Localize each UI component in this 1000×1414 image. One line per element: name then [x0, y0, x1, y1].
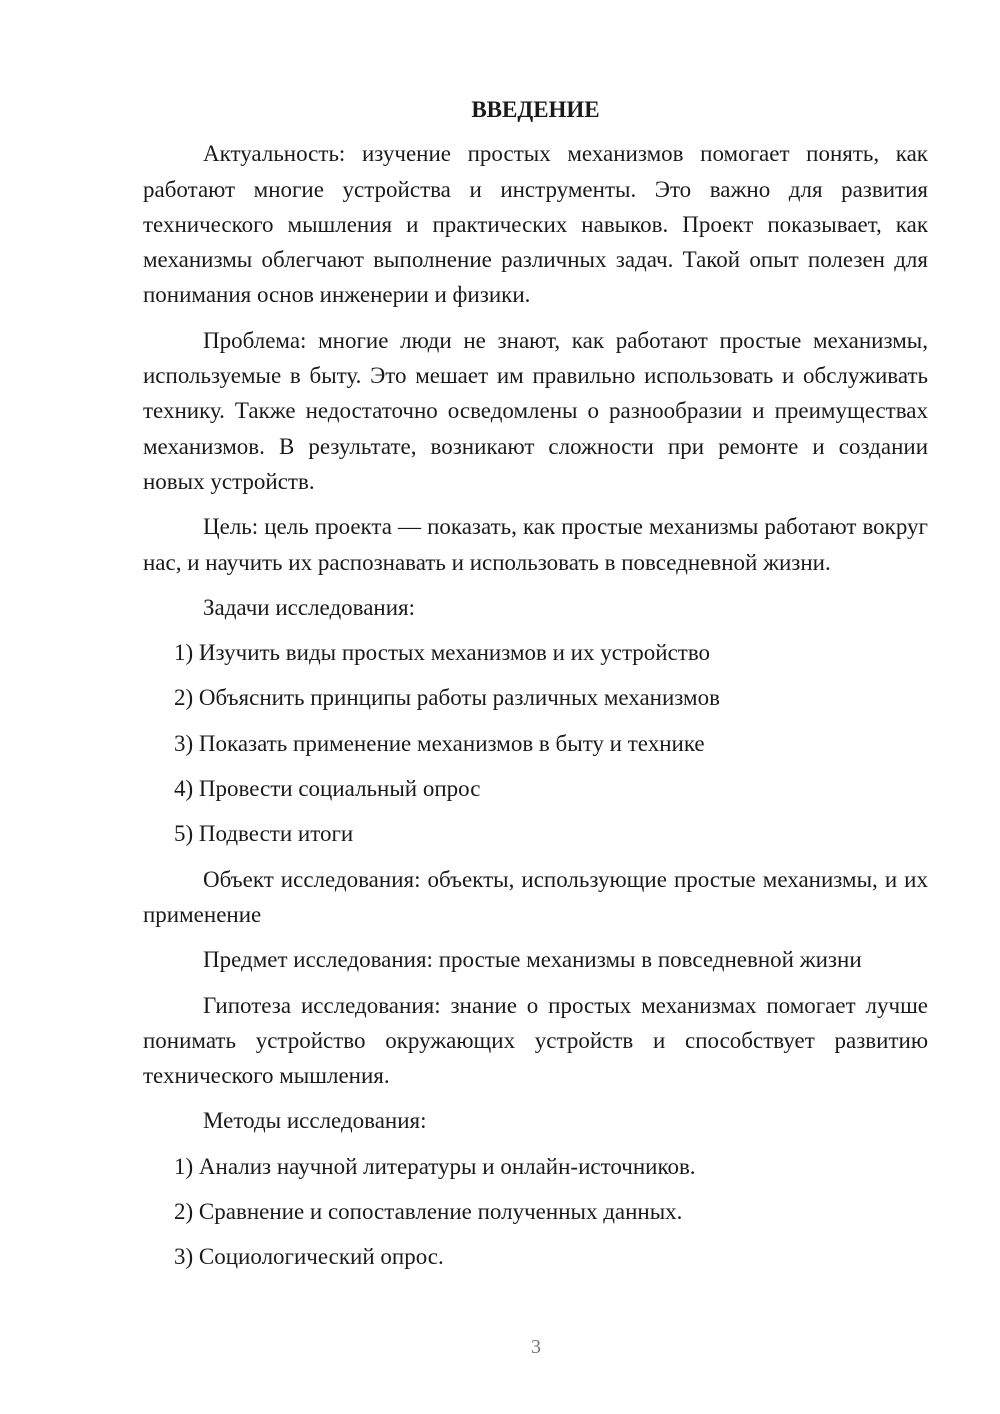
list-item: 3) Социологический опрос. [174, 1244, 444, 1270]
list-item: 5) Подвести итоги [174, 821, 354, 847]
page-title: ВВЕДЕНИЕ [471, 97, 600, 122]
page-number: 3 [531, 1336, 541, 1358]
list-item: 1) Анализ научной литературы и онлайн-источников. [174, 1153, 696, 1179]
list-item: 1) Изучить виды простых механизмов и их устройство [174, 640, 711, 666]
list-item: 3) Показать применение механизмов в быту и технике [174, 730, 705, 756]
list-item: 4) Провести социальный опрос [174, 776, 481, 802]
list-item: 2) Объяснить принципы работы различных механизмов [174, 685, 720, 711]
object-paragraph: Объект исследования: объекты, использующие простые механизмы, и их применение [143, 866, 928, 927]
goal-paragraph: Цель: цель проекта — показать, как простые механизмы работают вокруг нас, и научить их распознавать и использовать в повседневной жизни. [143, 514, 928, 575]
document-page [143, 92, 928, 1285]
methods-list [143, 1149, 928, 1275]
tasks-list [143, 635, 928, 851]
tasks-heading: Задачи исследования: [203, 594, 416, 620]
subject-paragraph: Предмет исследования: простые механизмы в повседневной жизни [203, 947, 862, 973]
hypothesis-paragraph: Гипотеза исследования: знание о простых механизмах помогает лучше понимать устройство окружающих устройств и способствует развитию технического мышления. [143, 992, 928, 1089]
list-item: 2) Сравнение и сопоставление полученных данных. [174, 1199, 683, 1225]
problem-paragraph: Проблема: многие люди не знают, как работают простые механизмы, используемые в быту. Это мешает им правильно использовать и обслуживать технику. Также недостаточно осведомлены о разнообразии и преимуществах механизмов. В результате, возникают сложности при ремонте и создании новых устройств. [143, 327, 928, 494]
methods-heading: Методы исследования: [203, 1108, 427, 1134]
relevance-paragraph: Актуальность: изучение простых механизмов помогает понять, как работают многие устройства и инструменты. Это важно для развития технического мышления и практических навыков. Проект показывает, как механизмы облегчают выполнение различных задач. Такой опыт полезен для понимания основ инженерии и физики. [143, 141, 928, 308]
